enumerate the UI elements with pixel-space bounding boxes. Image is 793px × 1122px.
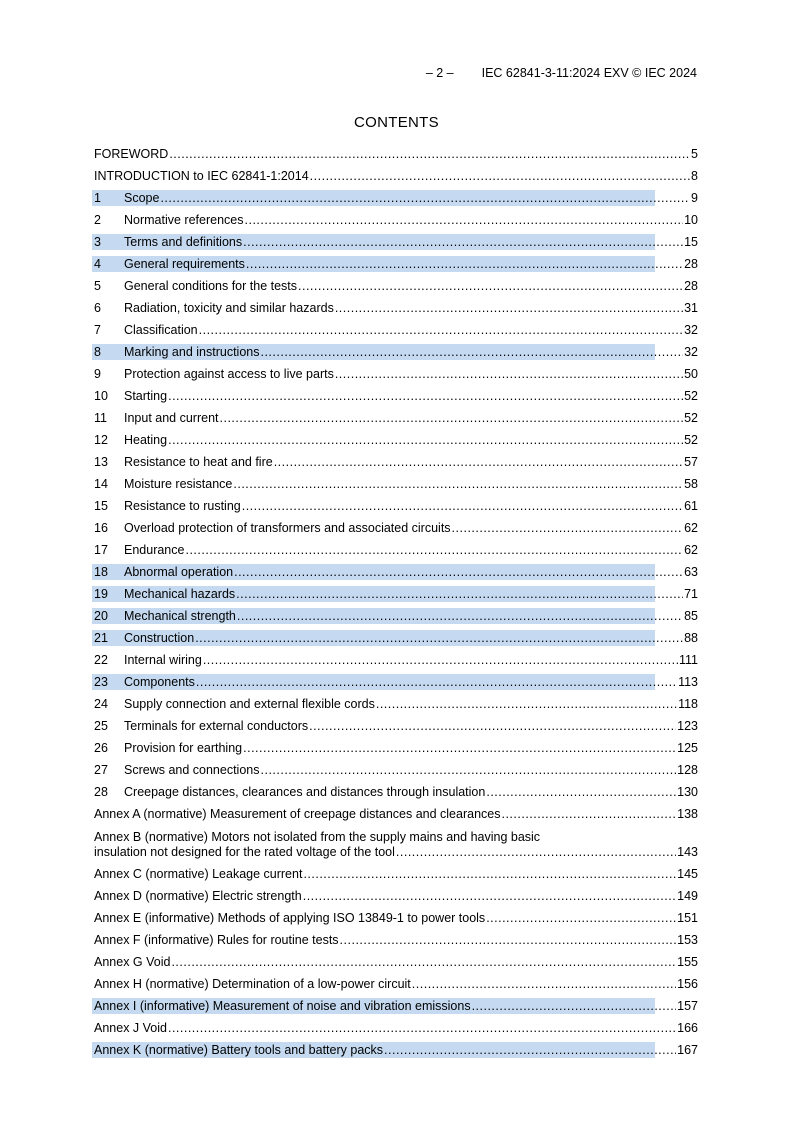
dot-leader (274, 454, 683, 470)
dot-leader (412, 976, 676, 992)
toc-entry-page: 118 (678, 697, 698, 711)
toc-entry-page: 151 (677, 911, 698, 925)
page-title: CONTENTS (354, 114, 439, 131)
toc-entry-title: Resistance to heat and fire (124, 455, 273, 469)
toc-entry-number: 12 (94, 433, 108, 447)
toc-entry-number: 11 (94, 411, 107, 425)
dot-leader (199, 322, 683, 338)
dot-leader (245, 212, 684, 228)
dot-leader (168, 432, 683, 448)
toc-entry-title: Normative references (124, 213, 244, 227)
toc-entry-title: INTRODUCTION to IEC 62841-1:2014 (94, 169, 309, 183)
toc-entry-number: 9 (94, 367, 101, 381)
dot-leader (168, 388, 683, 404)
toc-entry-page: 88 (684, 631, 698, 645)
toc-entry-page: 61 (684, 499, 698, 513)
toc-entry[interactable] (94, 451, 698, 473)
toc-entry-page: 85 (684, 609, 698, 623)
toc-entry-number: 13 (94, 455, 108, 469)
toc-entry-number: 6 (94, 301, 101, 315)
toc-entry-page: 50 (684, 367, 698, 381)
dot-leader (237, 608, 683, 624)
toc-entry-number: 18 (94, 565, 108, 579)
toc-entry-title: Annex H (normative) Determination of a low-power circuit (94, 977, 411, 991)
toc-entry-page: 125 (677, 741, 698, 755)
toc-entry-page: 155 (677, 955, 698, 969)
toc-entry-title: Creepage distances, clearances and distances through insulation (124, 785, 486, 799)
document-reference: IEC 62841-3-11:2024 EXV © IEC 2024 (481, 66, 697, 80)
toc-entry[interactable] (94, 473, 698, 495)
toc-entry-page: 32 (684, 323, 698, 337)
toc-entry-page: 28 (684, 279, 698, 293)
dot-leader (234, 564, 683, 580)
toc-entry-title: Protection against access to live parts (124, 367, 334, 381)
toc-entry[interactable] (94, 671, 698, 693)
toc-entry-page: 143 (677, 845, 698, 859)
dot-leader (160, 190, 690, 206)
toc-entry[interactable] (94, 715, 698, 737)
toc-entry-page: 62 (684, 543, 698, 557)
toc-entry-title: Heating (124, 433, 168, 447)
dot-leader (246, 256, 683, 272)
toc-entry-page: 8 (691, 169, 698, 183)
toc-entry-number: 1 (94, 191, 101, 205)
dot-leader (452, 520, 684, 536)
toc-entry[interactable] (94, 231, 698, 253)
toc-entry-page: 128 (677, 763, 698, 777)
toc-entry[interactable] (94, 737, 698, 759)
page-number: – 2 – (425, 66, 454, 80)
toc-entry-title: Annex C (normative) Leakage current (94, 867, 303, 881)
toc-entry-page: 32 (684, 345, 698, 359)
toc-entry[interactable] (94, 561, 698, 583)
dot-leader (169, 146, 690, 162)
toc-entry-page: 130 (677, 785, 698, 799)
dot-leader (243, 740, 676, 756)
toc-entry[interactable] (94, 1017, 698, 1039)
toc-entry[interactable] (94, 275, 698, 297)
toc-entry-title: Overload protection of transformers and associated circuits (124, 521, 451, 535)
toc-entry-number: 22 (94, 653, 108, 667)
toc-entry-number: 17 (94, 543, 108, 557)
toc-entry-title: Internal wiring (124, 653, 202, 667)
toc-entry-title: Annex G Void (94, 955, 171, 969)
toc-entry-page: 9 (691, 191, 698, 205)
page-header (426, 66, 697, 80)
table-of-contents (94, 143, 698, 1061)
toc-entry-title: Starting (124, 389, 168, 403)
toc-entry-title: Construction (124, 631, 195, 645)
toc-entry[interactable] (94, 627, 698, 649)
dot-leader (220, 410, 684, 426)
dot-leader (303, 866, 676, 882)
toc-entry-page: 31 (684, 301, 698, 315)
toc-entry-title: Moisture resistance (124, 477, 233, 491)
dot-leader (340, 932, 677, 948)
toc-entry-title: Annex J Void (94, 1021, 167, 1035)
toc-entry-number: 5 (94, 279, 101, 293)
toc-entry[interactable] (94, 1039, 698, 1061)
dot-leader (472, 998, 677, 1014)
dot-leader (233, 476, 683, 492)
toc-entry[interactable] (94, 605, 698, 627)
toc-entry[interactable] (94, 297, 698, 319)
toc-entry[interactable] (94, 907, 698, 929)
toc-entry[interactable] (94, 341, 698, 363)
toc-entry[interactable] (94, 693, 698, 715)
toc-entry-number: 20 (94, 609, 108, 623)
dot-leader (303, 888, 676, 904)
toc-entry[interactable] (94, 995, 698, 1017)
dot-leader (335, 366, 683, 382)
dot-leader (396, 844, 676, 860)
dot-leader (486, 784, 676, 800)
toc-entry-title: Annex B (normative) Motors not isolated from the supply mains and having basic (94, 830, 541, 844)
toc-entry-number: 25 (94, 719, 108, 733)
dot-leader (168, 1020, 676, 1036)
dot-leader (298, 278, 683, 294)
toc-entry-page: 157 (677, 999, 698, 1013)
toc-entry-page: 52 (684, 433, 698, 447)
toc-entry[interactable] (94, 385, 698, 407)
toc-entry[interactable] (94, 649, 698, 671)
toc-entry-number: 24 (94, 697, 108, 711)
toc-entry-title: Input and current (124, 411, 219, 425)
toc-entry-title: Annex F (informative) Rules for routine tests (94, 933, 339, 947)
toc-entry[interactable] (94, 407, 698, 429)
toc-entry-number: 15 (94, 499, 108, 513)
toc-entry[interactable] (94, 759, 698, 781)
toc-entry-title: Terminals for external conductors (124, 719, 309, 733)
dot-leader (310, 168, 690, 184)
toc-entry-number: 21 (94, 631, 108, 645)
toc-entry-title-continued: insulation not designed for the rated voltage of the tool (94, 845, 395, 859)
toc-entry-page: 149 (677, 889, 698, 903)
toc-entry[interactable] (94, 495, 698, 517)
toc-entry-page: 145 (677, 867, 698, 881)
toc-entry-page: 156 (677, 977, 698, 991)
toc-entry-title: Annex D (normative) Electric strength (94, 889, 302, 903)
toc-entry-title: Scope (124, 191, 160, 205)
toc-entry-page: 138 (677, 807, 698, 821)
dot-leader (171, 954, 676, 970)
toc-entry[interactable] (94, 863, 698, 885)
dot-leader (309, 718, 676, 734)
dot-leader (376, 696, 677, 712)
toc-entry[interactable] (94, 539, 698, 561)
toc-entry[interactable] (94, 363, 698, 385)
toc-entry-title: Radiation, toxicity and similar hazards (124, 301, 334, 315)
toc-entry-page: 10 (684, 213, 698, 227)
toc-entry-page: 166 (677, 1021, 698, 1035)
toc-entry[interactable] (94, 803, 698, 825)
toc-entry-number: 23 (94, 675, 108, 689)
toc-entry-number: 14 (94, 477, 108, 491)
toc-entry-page: 52 (684, 389, 698, 403)
toc-entry-page: 62 (684, 521, 698, 535)
toc-entry-page: 167 (677, 1043, 698, 1057)
toc-entry[interactable] (94, 885, 698, 907)
dot-leader (260, 344, 683, 360)
toc-entry-page: 71 (684, 587, 698, 601)
toc-entry-number: 10 (94, 389, 108, 403)
toc-entry-number: 28 (94, 785, 108, 799)
toc-entry[interactable] (94, 143, 698, 165)
toc-entry-title: General conditions for the tests (124, 279, 298, 293)
toc-entry-page: 111 (678, 653, 698, 667)
dot-leader (501, 806, 676, 822)
toc-entry-title: Supply connection and external flexible cords (124, 697, 375, 711)
toc-entry-page: 153 (677, 933, 698, 947)
dot-leader (236, 586, 683, 602)
toc-entry-page: 28 (684, 257, 698, 271)
toc-entry[interactable] (94, 781, 698, 803)
toc-entry-page: 123 (677, 719, 698, 733)
toc-entry-page: 113 (678, 675, 698, 689)
dot-leader (203, 652, 678, 668)
toc-entry-page: 58 (684, 477, 698, 491)
toc-entry[interactable] (94, 825, 698, 863)
toc-entry-page: 57 (684, 455, 698, 469)
toc-entry[interactable] (94, 209, 698, 231)
toc-entry-title: General requirements (124, 257, 245, 271)
toc-entry-number: 4 (94, 257, 101, 271)
toc-entry[interactable] (94, 165, 698, 187)
toc-entry-page: 15 (684, 235, 698, 249)
dot-leader (196, 674, 677, 690)
toc-entry-title: Components (124, 675, 195, 689)
dot-leader (185, 542, 683, 558)
toc-entry-title: Provision for earthing (124, 741, 243, 755)
toc-entry-number: 16 (94, 521, 108, 535)
toc-entry-title: FOREWORD (94, 147, 169, 161)
toc-entry-number: 7 (94, 323, 101, 337)
toc-entry[interactable] (94, 319, 698, 341)
toc-entry-title: Endurance (124, 543, 185, 557)
dot-leader (243, 234, 683, 250)
toc-entry[interactable] (94, 951, 698, 973)
dot-leader (261, 762, 677, 778)
toc-entry-number: 19 (94, 587, 108, 601)
toc-entry-number: 27 (94, 763, 108, 777)
toc-entry-title: Classification (124, 323, 198, 337)
toc-entry-number: 8 (94, 345, 101, 359)
dot-leader (335, 300, 683, 316)
toc-entry[interactable] (94, 517, 698, 539)
toc-entry[interactable] (94, 253, 698, 275)
dot-leader (195, 630, 683, 646)
dot-leader (486, 910, 676, 926)
dot-leader (384, 1042, 676, 1058)
toc-entry[interactable] (94, 929, 698, 951)
toc-entry-title: Screws and connections (124, 763, 260, 777)
toc-entry-number: 26 (94, 741, 108, 755)
toc-entry-title: Annex A (normative) Measurement of creepage distances and clearances (94, 807, 501, 821)
toc-entry-number: 2 (94, 213, 101, 227)
toc-entry-title: Annex E (informative) Methods of applying ISO 13849-1 to power tools (94, 911, 486, 925)
toc-entry-page: 5 (691, 147, 698, 161)
toc-entry-title: Terms and definitions (124, 235, 243, 249)
toc-entry[interactable] (94, 583, 698, 605)
toc-entry-page: 52 (684, 411, 698, 425)
toc-entry-title: Marking and instructions (124, 345, 260, 359)
toc-entry-number: 3 (94, 235, 101, 249)
toc-entry-title: Abnormal operation (124, 565, 234, 579)
dot-leader (242, 498, 683, 514)
toc-entry[interactable] (94, 973, 698, 995)
toc-entry-title: Resistance to rusting (124, 499, 241, 513)
toc-entry[interactable] (94, 187, 698, 209)
toc-entry-title: Mechanical strength (124, 609, 236, 623)
toc-entry-title: Annex I (informative) Measurement of noise and vibration emissions (94, 999, 471, 1013)
toc-entry[interactable] (94, 429, 698, 451)
toc-entry-title: Annex K (normative) Battery tools and battery packs (94, 1043, 384, 1057)
toc-entry-page: 63 (684, 565, 698, 579)
toc-entry-title: Mechanical hazards (124, 587, 236, 601)
